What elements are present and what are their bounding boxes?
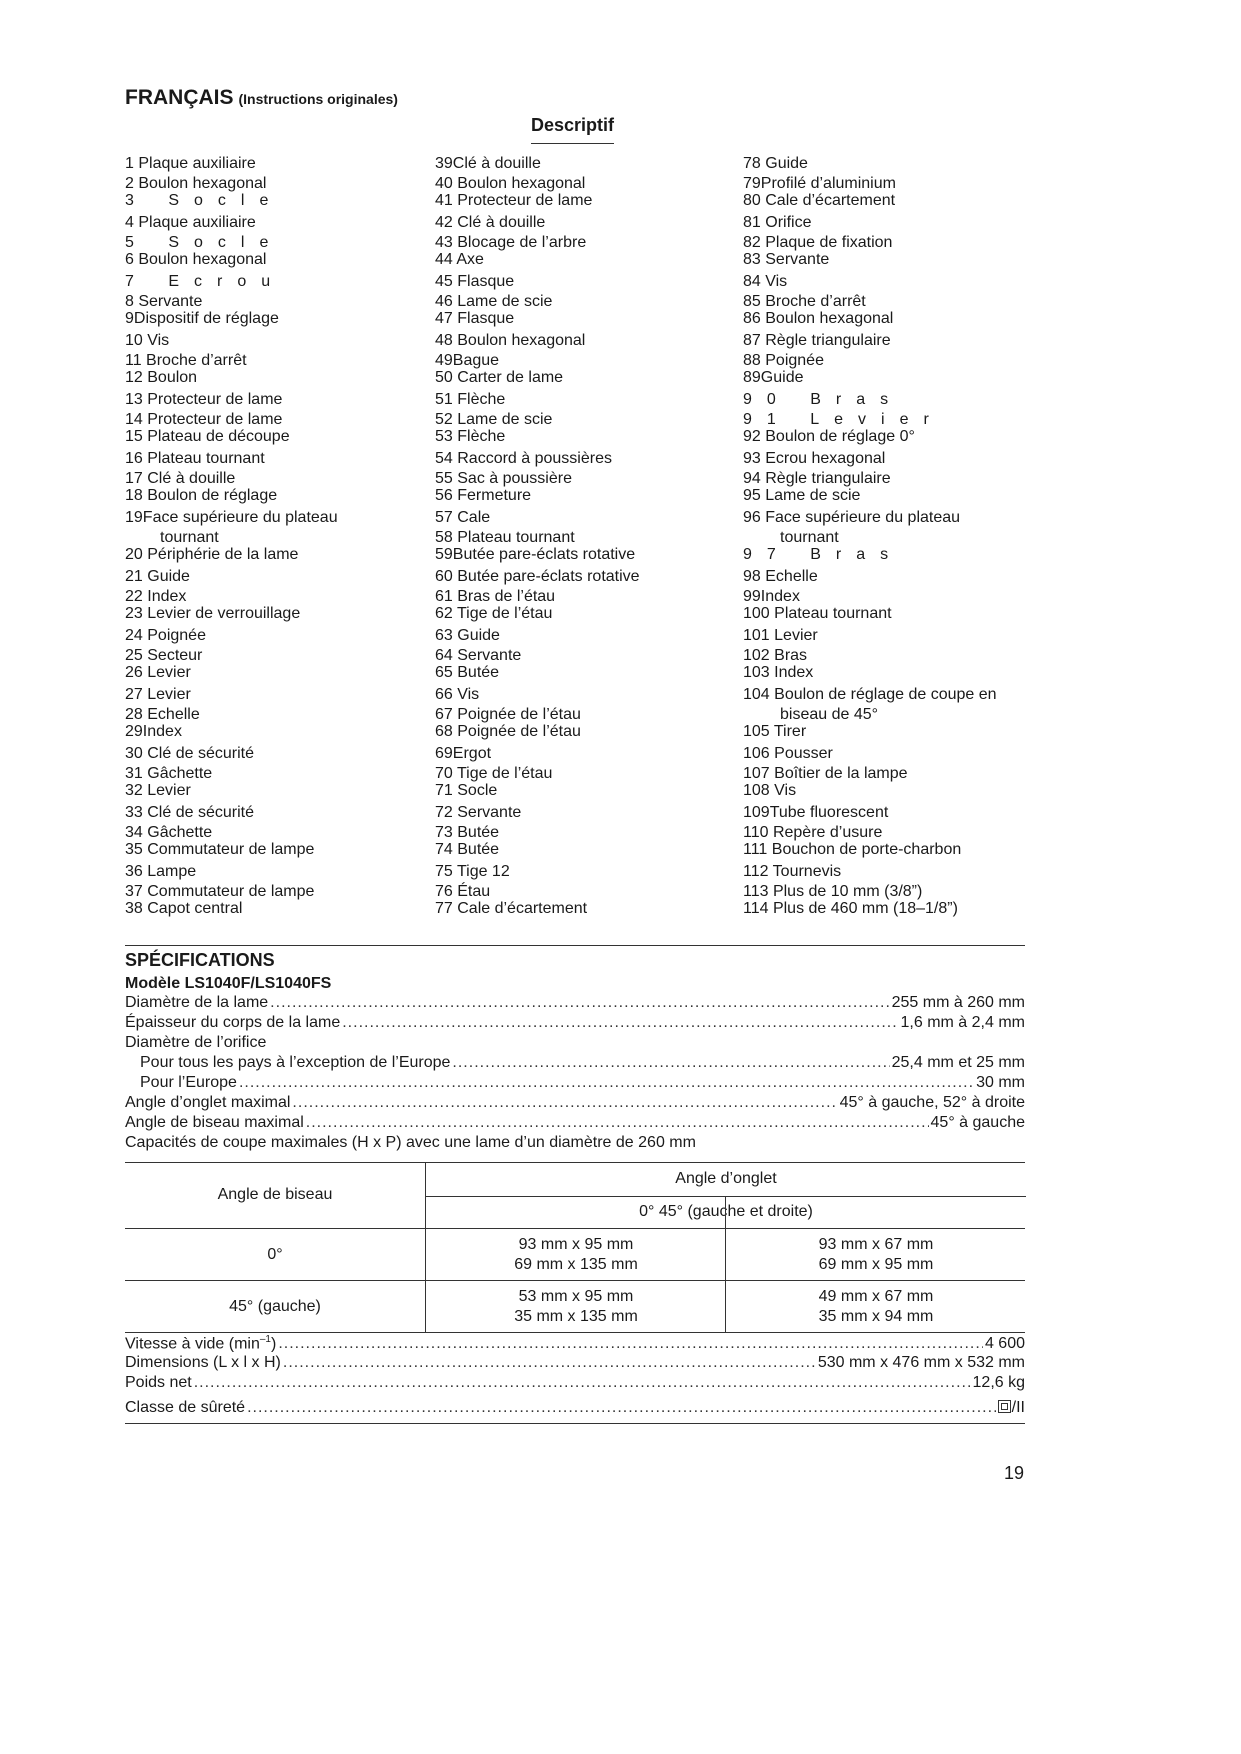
table-cell-value: 93 mm x 95 mm [518,1236,634,1253]
part-item: 5 Socle [125,234,284,251]
part-item: 29Index [125,723,182,740]
part-item: 73 Butée [435,824,500,841]
part-item: 35 Commutateur de lampe [125,841,315,858]
table-cell-value: 93 mm x 67 mm [818,1236,934,1253]
part-item: 91 Levier [743,411,944,428]
spec-value: 30 mm [976,1074,1025,1091]
spec-row [125,994,1025,1014]
part-item: 32 Levier [125,782,191,799]
table-cell [725,1229,1026,1281]
part-item: 54 Raccord à poussières [435,450,612,467]
table-header-bevel: Angle de biseau [217,1186,333,1203]
part-item: 48 Boulon hexagonal [435,332,586,349]
model-name: Modèle LS1040F/LS1040FS [125,975,332,992]
parts-list-column-2 [435,154,735,919]
spec-row [125,1354,1025,1374]
part-item: 101 Levier [743,627,818,644]
language-subtitle: (Instructions originales) [238,91,398,107]
part-item: 40 Boulon hexagonal [435,175,586,192]
bottom-rule [125,1423,1025,1424]
spec-value: /II [998,1399,1025,1417]
part-item: 66 Vis [435,686,480,703]
part-item: 63 Guide [435,627,500,644]
parts-list-column-3 [743,154,1033,919]
part-item: 56 Fermeture [435,487,532,504]
part-item: 108 Vis [743,782,797,799]
part-item: 69Ergot [435,745,492,762]
part-item: tournant [780,529,839,546]
part-item: 102 Bras [743,647,808,664]
spec-row [125,1334,1025,1354]
part-item: 43 Blocage de l’arbre [435,234,587,251]
page-header [125,86,398,110]
part-item: 20 Périphérie de la lame [125,546,299,563]
spec-label: Diamètre de l’orifice [125,1034,267,1051]
table-divider [725,1196,726,1228]
specifications-title: SPÉCIFICATIONS [125,950,275,970]
spec-value: 25,4 mm et 25 mm [891,1054,1025,1071]
part-item: 2 Boulon hexagonal [125,175,267,192]
page-number: 19 [1004,1463,1025,1483]
part-item: 114 Plus de 460 mm (18–1/8”) [743,900,958,917]
part-item: 19Face supérieure du plateau [125,509,338,526]
spec-label: Diamètre de la lame [125,994,269,1011]
part-item: 74 Butée [435,841,500,858]
part-item: 41 Protecteur de lame [435,192,593,209]
part-item: 44 Axe [435,251,484,268]
part-item: 60 Butée pare-éclats rotative [435,568,640,585]
part-item: 37 Commutateur de lampe [125,883,315,900]
spec-value: 255 mm à 260 mm [891,994,1025,1011]
part-item: 103 Index [743,664,814,681]
part-item: 82 Plaque de fixation [743,234,893,251]
part-item: 62 Tige de l’étau [435,605,553,622]
spec-row [125,1034,1025,1054]
part-item: 8 Servante [125,293,203,310]
part-item: 55 Sac à poussière [435,470,572,487]
part-item: 113 Plus de 10 mm (3/8”) [743,883,923,900]
part-item: 70 Tige de l’étau [435,765,553,782]
part-item: 9Dispositif de réglage [125,310,279,327]
table-cell-value: 53 mm x 95 mm [518,1288,634,1305]
section-title: Descriptif [531,115,614,144]
part-item: 22 Index [125,588,187,605]
table-row [125,1228,1025,1281]
part-item: 98 Echelle [743,568,818,585]
part-item: biseau de 45° [780,706,879,723]
table-cell-bevel: 45° (gauche) [229,1298,321,1315]
part-item: 68 Poignée de l’étau [435,723,581,740]
part-item: 83 Servante [743,251,830,268]
part-item: 24 Poignée [125,627,206,644]
part-item: 88 Poignée [743,352,824,369]
part-item: 59Butée pare-éclats rotative [435,546,636,563]
spec-row [125,1134,1025,1154]
part-item: 110 Repère d’usure [743,824,883,841]
spec-row [125,1054,1025,1074]
spec-row [125,1374,1025,1394]
spec-row [125,1014,1025,1034]
part-item: 12 Boulon [125,369,198,386]
part-item: 77 Cale d’écartement [435,900,588,917]
table-subheader-miter: 0° 45° (gauche et droite) [425,1196,1026,1228]
spec-label: Dimensions (L x l x H) [125,1354,281,1371]
table-cell [725,1281,1026,1333]
spec-value: 530 mm x 476 mm x 532 mm [817,1354,1025,1371]
part-item: 80 Cale d’écartement [743,192,896,209]
table-bottom-rule [125,1332,1025,1333]
part-item: 61 Bras de l’étau [435,588,556,605]
spec-row [125,1094,1025,1114]
part-item: 85 Broche d’arrêt [743,293,866,310]
spec-label: Pour tous les pays à l’exception de l’Europe [140,1054,451,1071]
spec-value: 45° à gauche [930,1114,1025,1131]
part-item: 45 Flasque [435,273,515,290]
part-item: 38 Capot central [125,900,243,917]
part-item: 49Bague [435,352,500,369]
spec-label: Angle de biseau maximal [125,1114,304,1131]
part-item: 90 Bras [743,391,904,408]
language-title: FRANÇAIS [125,86,234,109]
spec-label: Pour l’Europe [140,1074,237,1091]
table-header-miter: Angle d’onglet [425,1162,1026,1197]
part-item: 47 Flasque [435,310,515,327]
part-item: 99Index [743,588,800,605]
part-item: 28 Echelle [125,706,200,723]
part-item: 92 Boulon de réglage 0° [743,428,915,445]
part-item: 65 Butée [435,664,500,681]
part-item: 72 Servante [435,804,522,821]
spec-row [125,1074,1025,1094]
part-item: 64 Servante [435,647,522,664]
part-item: 105 Tirer [743,723,807,740]
part-item: 10 Vis [125,332,170,349]
parts-list-column-1 [125,154,425,919]
part-item: 13 Protecteur de lame [125,391,283,408]
part-item: 26 Levier [125,664,191,681]
spec-label: Épaisseur du corps de la lame [125,1014,341,1031]
table-row [125,1280,1025,1333]
part-item: 84 Vis [743,273,788,290]
spec-row [125,1114,1025,1134]
part-item: 96 Face supérieure du plateau [743,509,961,526]
part-item: 106 Pousser [743,745,833,762]
part-item: 79Profilé d’aluminium [743,175,896,192]
part-item: 25 Secteur [125,647,203,664]
part-item: 93 Ecrou hexagonal [743,450,886,467]
part-item: 75 Tige 12 [435,863,510,880]
part-item: 18 Boulon de réglage [125,487,278,504]
part-item: 15 Plateau de découpe [125,428,290,445]
spec-label: Vitesse à vide $(\min^{-1})$ [125,1334,277,1353]
part-item: 4 Plaque auxiliaire [125,214,256,231]
spec-value: 12,6 kg [972,1374,1025,1391]
spec-label: Poids net [125,1374,192,1391]
part-item: 11 Broche d’arrêt [125,352,247,369]
part-item: 23 Levier de verrouillage [125,605,301,622]
part-item: 97 Bras [743,546,904,563]
part-item: 89Guide [743,369,804,386]
part-item: 34 Gâchette [125,824,213,841]
part-item: 31 Gâchette [125,765,213,782]
part-item: 52 Lame de scie [435,411,553,428]
part-item: 21 Guide [125,568,190,585]
part-item: 17 Clé à douille [125,470,236,487]
part-item: 51 Flèche [435,391,506,408]
spec-value: 45° à gauche, 52° à droite [839,1094,1025,1111]
double-insulation-icon [998,1400,1011,1413]
part-item: 58 Plateau tournant [435,529,575,546]
part-item: 107 Boîtier de la lampe [743,765,908,782]
part-item: 111 Bouchon de porte-charbon [743,841,962,858]
part-item: 104 Boulon de réglage de coupe en [743,686,997,703]
part-item: 39Clé à douille [435,155,541,172]
table-cell-bevel: 0° [267,1246,283,1263]
table-cell-value: 35 mm x 135 mm [514,1308,638,1325]
part-item: 1 Plaque auxiliaire [125,155,256,172]
part-item: 78 Guide [743,155,808,172]
part-item: 50 Carter de lame [435,369,564,386]
part-item: 33 Clé de sécurité [125,804,254,821]
part-item: 6 Boulon hexagonal [125,251,267,268]
spec-value: 4 600 [984,1335,1025,1353]
table-cell-value: 35 mm x 94 mm [818,1308,934,1325]
part-item: 67 Poignée de l’étau [435,706,581,723]
part-item: 112 Tournevis [743,863,842,880]
part-item: 81 Orifice [743,214,812,231]
table-cell [425,1229,726,1281]
part-item: 109Tube fluorescent [743,804,889,821]
part-item: 7 Ecrou [125,273,286,290]
part-item: 95 Lame de scie [743,487,861,504]
part-item: 76 Étau [435,883,491,900]
part-item: tournant [160,529,219,546]
spec-value: 1,6 mm à 2,4 mm [900,1014,1025,1031]
spec-label: Angle d’onglet maximal [125,1094,291,1111]
part-item: 30 Clé de sécurité [125,745,254,762]
table-cell-value: 69 mm x 135 mm [514,1256,638,1273]
spec-label: Capacités de coupe maximales (H x P) avec une lame d’un diamètre de 260 mm [125,1134,696,1151]
part-item: 42 Clé à douille [435,214,546,231]
part-item: 3 Socle [125,192,284,209]
part-item: 14 Protecteur de lame [125,411,283,428]
table-cell-value: 49 mm x 67 mm [818,1288,934,1305]
specifications-list [125,994,1025,1154]
part-item: 16 Plateau tournant [125,450,265,467]
part-item: 36 Lampe [125,863,197,880]
part-item: 71 Socle [435,782,498,799]
part-item: 86 Boulon hexagonal [743,310,894,327]
section-divider [125,945,1025,946]
extra-specifications [125,1334,1025,1419]
part-item: 53 Flèche [435,428,506,445]
part-item: 27 Levier [125,686,191,703]
part-item: 100 Plateau tournant [743,605,892,622]
spec-row [125,1399,1025,1419]
part-item: 57 Cale [435,509,491,526]
spec-label: Classe de sûreté [125,1399,246,1416]
part-item: 87 Règle triangulaire [743,332,891,349]
part-item: 46 Lame de scie [435,293,553,310]
table-cell [425,1281,726,1333]
table-cell-value: 69 mm x 95 mm [818,1256,934,1273]
part-item: 94 Règle triangulaire [743,470,891,487]
